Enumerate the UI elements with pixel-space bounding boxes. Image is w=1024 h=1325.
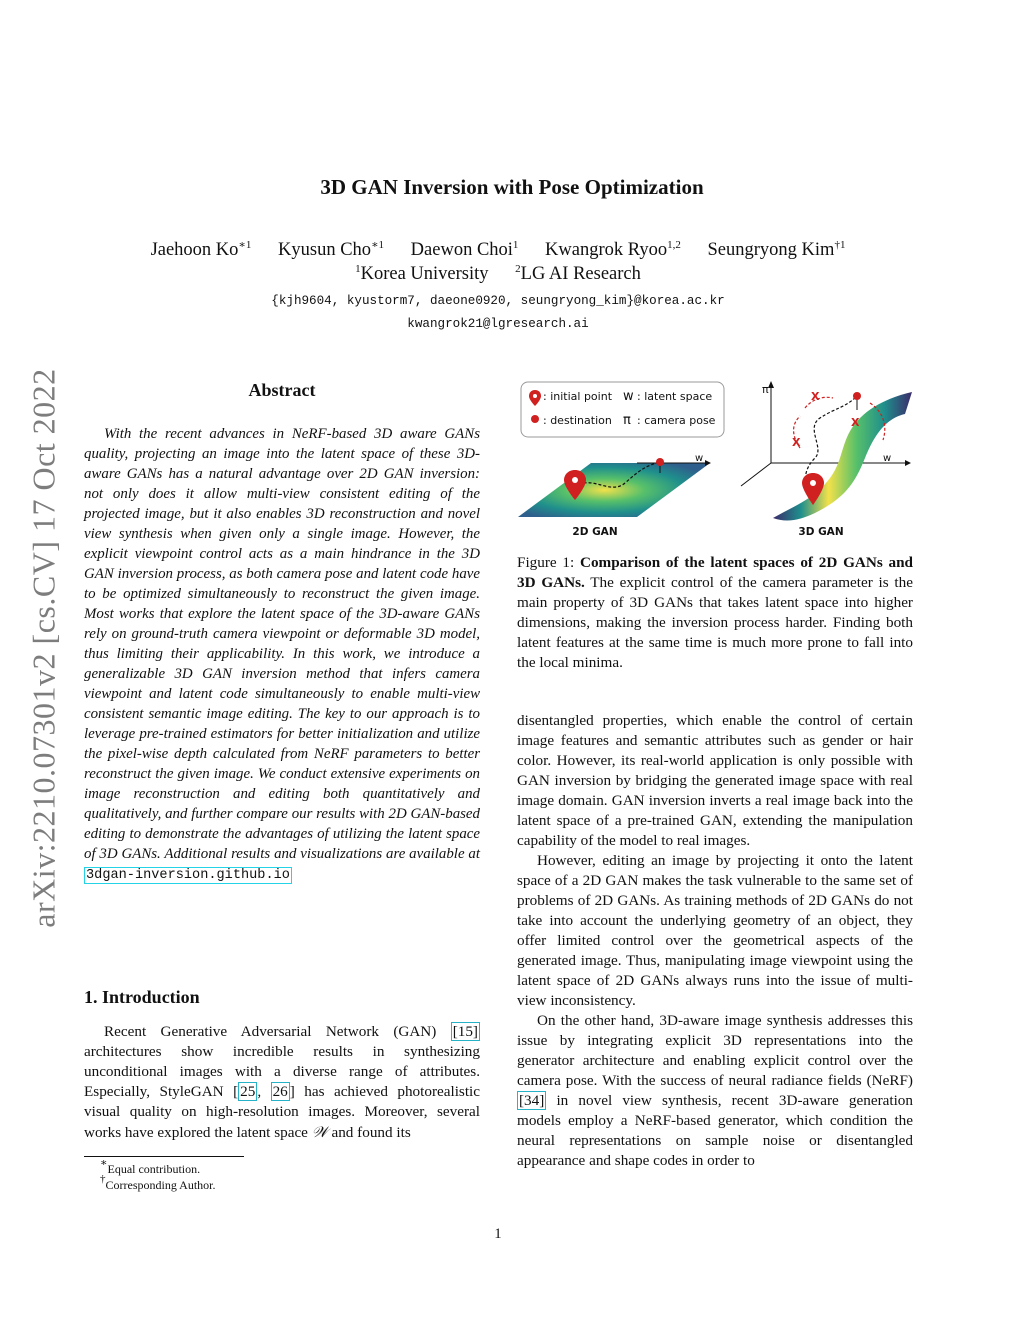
legend-w-symbol: w [623,389,634,404]
project-link[interactable]: 3dgan-inversion.github.io [86,868,290,883]
plot-2d-gan [518,453,711,538]
abstract-text: With the recent advances in NeRF-based 3D aware GANs quality, projecting an image into the latent space of these 3D-aware GANs has a natural advantage over 2D GAN inversion: not only does it allow multi-view consistent editing of the projected image, but it also enables 3D reconstruction and novel view synthesis when given only a single image. However, the explicit viewpoint control acts as a main hindrance in the 3D GAN inversion process, as both camera pose and latent code have to be optimized simultaneously to reconstruct the given image. Most works that explore the latent space of the 3D-aware GANs rely on ground-truth camera viewpoint or deformable 3D model, thus limiting their applicability. In this work, we introduce a generalizable 3D GAN inversion method that infers camera viewpoint and latent code simultaneously to enable multi-view consistent semantic image editing. The key to our approach is to leverage pre-trained estimators for better initialization and utilize the pixel-wise depth calculated from NeRF parameters to better reconstruct the given image. We conduct extensive experiments on image reconstruction and editing both quantitatively and qualitatively, and further compare our results with 2D GAN-based editing to demonstrate the advantages of utilizing the latent space of 3D GANs. Additional results and visualizations are available at [84,426,480,862]
legend-initial: : initial point [543,390,613,403]
label-2d-gan: 2D GAN [572,526,618,538]
legend-w-desc: : latent space [637,390,713,403]
author: Jaehoon $Ko^{∗1}$ [150,239,252,260]
latent-plane-2d [518,463,710,517]
paragraph: disentangled properties, which enable the control of certain image features and semantic attributes such as gender or hair color. However, its real-world application is only possible with GAN inversion by bridging the generated image space with real image domain. GAN inversion inverts a real image back into the latent space of a pre-trained GAN, extending the manipulation capability of the model to real images. [517,712,913,849]
legend-pi-symbol: π [623,413,631,428]
destination-marker-3d [853,392,861,400]
paper-title: 3D GAN Inversion with Pose Optimization [320,175,704,199]
failure-mark: X [792,436,801,449]
plot-3d-gan [741,381,912,538]
right-column-body [517,711,913,1171]
citation-link[interactable]: 26 [272,1083,288,1100]
legend-destination: : destination [543,414,612,427]
author: Kyusun Cho$^{∗1}$ [278,239,385,260]
affiliation: $^2$LG AI Research [515,263,641,284]
axis-w2-label: w [883,453,892,464]
destination-marker-2d [656,458,664,466]
abstract-body [84,424,480,886]
latent-space-symbol: 𝒲 [311,1123,328,1141]
axis-pi-label: π [762,383,769,396]
intro-paragraph: Recent Generative Adversarial Network (GAN) [15] architectures show incredible results in synthesizing unconditional images with a diverse range of attributes. Especially, StyleGAN [ 25 , 26 ] has achieved photorealistic visual quality on high-resolution images. Moreover, several works have explored the latent space 𝒲 and found its [84,1023,481,1141]
intro-heading: 1. Introduction [84,987,200,1007]
citation-link[interactable]: 25 [240,1083,256,1100]
page-number: 1 [494,1226,502,1242]
destination-icon [531,415,539,423]
axis-w-label: w [695,453,704,464]
figure-caption: Figure 1: Comparison of the latent spaces of 2D GANs and 3D GANs. The explicit control of the camera parameter is the main property of 3D GANs that takes latent space into higher dimensions, making the inversion process harder. Finding both latent features at the same time is much more prone to fall into the local minima. [517,554,913,671]
caption-text: The explicit control of the camera parameter is the main property of 3D GANs that takes latent space into higher dimensions, making the inversion process harder. Finding both latent features at the same time is much more prone to fall into the local minima. [517,574,913,671]
failure-mark: X [811,390,820,403]
footnote: ∗Equal contribution. [100,1157,201,1176]
footnote-rule [84,1156,244,1157]
author-list [0,240,996,261]
email-line: {kjh9604, kyustorm7, daeone0920, seungryong_kim}@korea.ac.kr [271,294,725,308]
label-3d-gan: 3D GAN [798,526,844,538]
affiliation-list [0,264,996,285]
footnotes [84,1157,480,1193]
author: Kwangrok Ryoo$^{1,2}$ [545,239,681,260]
figure-1 [515,378,917,544]
paragraph: However, editing an image by projecting it onto the latent space of a 2D GAN makes the task vulnerable to the same set of problems of 2D GANs. As training methods of 2D GANs do not take into account the underlying geometry of an object, they offer limited control over the geometrical aspects of the generated image. Thus, manipulating image viewpoint using the latent space of 2D GANs always runs into the issue of multi-view inconsistency. [517,852,913,1009]
citation-link[interactable]: [34] [519,1092,545,1109]
legend-pi-desc: : camera pose [637,414,716,427]
caption-title: Comparison of the latent spaces of 2D GANs and 3D GANs. [517,554,913,591]
figure-legend [521,382,724,437]
citation-link[interactable]: [15] [452,1023,478,1040]
affiliation: $^1$Korea University [355,263,489,284]
arxiv-stamp [0,0,62,928]
failure-mark: X [851,416,860,429]
footnote: †Corresponding Author. [100,1173,216,1192]
abstract-heading: Abstract [248,380,316,400]
author: Seungryong Kim$^{\dagger 1}$ [707,239,846,260]
email-line: kwangrok21@lgresearch.ai [407,317,589,331]
paragraph: On the other hand, 3D-aware image synthesis addresses this issue by integrating explicit 3D representations into the generator architecture and enabling explicit control over the camera pose. With the success of neural radiance fields (NeRF) [34] in novel view synthesis, recent 3D-aware generation models employ a NeRF-based generator, which condition the neural representations on sample noise or disentangled appearance and shape codes in order to [517,1012,913,1169]
author: Daewon Choi$^1$ [410,239,519,260]
arxiv-id: arXiv:2210.07301v2 [cs.CV] 17 Oct 2022 [25,368,62,928]
